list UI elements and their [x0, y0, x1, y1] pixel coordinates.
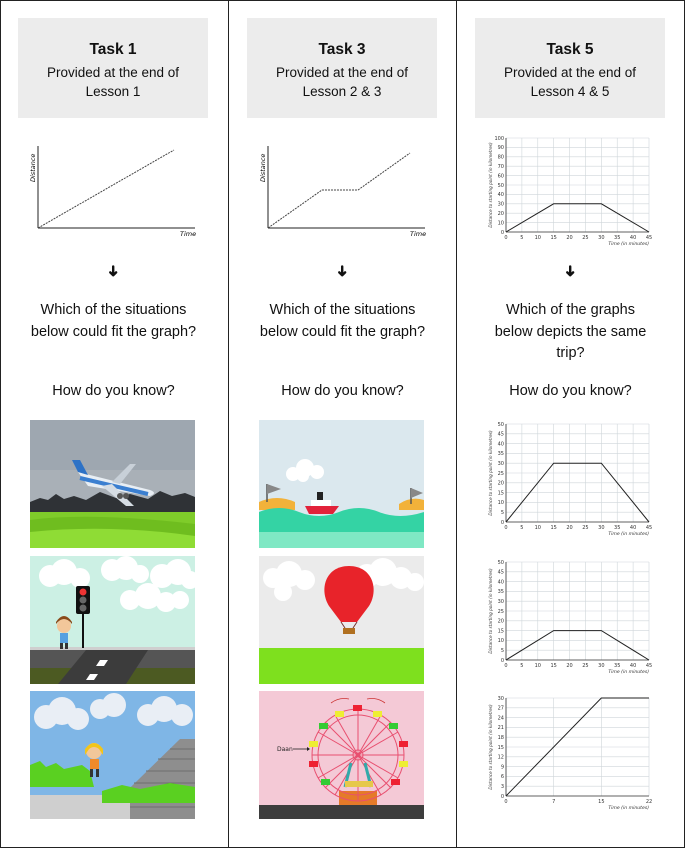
sketch-line	[268, 153, 410, 228]
subtitle-line: Lesson 4 & 5	[530, 84, 610, 99]
question	[229, 300, 456, 343]
y-tick-label: 3	[500, 784, 504, 790]
x-tick-label: 40	[629, 525, 637, 531]
how-do-you-know: How do you know?	[52, 383, 175, 399]
arrow-glyph: ➜	[561, 264, 579, 278]
x-axis-label: Time (in minutes)	[608, 532, 649, 537]
x-tick-label: 30	[598, 663, 605, 669]
subtitle-line: Provided at the end of	[275, 65, 409, 80]
y-axis-label: Distance to starting point (in kilometres)	[488, 142, 493, 228]
y-tick-label: 50	[497, 182, 504, 189]
y-tick-label: 60	[497, 173, 504, 180]
question	[457, 300, 684, 365]
y-tick-label: 50	[497, 559, 504, 566]
y-tick-label: 10	[497, 638, 504, 645]
y-tick-label: 20	[497, 618, 504, 625]
subtitle-line: Provided at the end of	[503, 65, 637, 80]
task-1-column	[0, 0, 227, 848]
y-tick-label: 70	[497, 164, 504, 170]
x-tick-label: 30	[598, 235, 605, 241]
pedestrian-crossing-picture	[30, 556, 195, 684]
y-tick-label: 10	[497, 220, 504, 227]
sketch-xlabel: Time	[410, 230, 427, 238]
x-tick-label: 45	[645, 235, 653, 241]
task-5-header	[475, 18, 665, 118]
x-tick-label: 45	[645, 525, 653, 531]
hot-air-balloon-picture	[259, 556, 424, 684]
y-tick-label: 5	[500, 648, 504, 654]
y-tick-label: 18	[497, 735, 504, 741]
x-tick-label: 25	[582, 663, 589, 669]
x-tick-label: 15	[550, 235, 557, 241]
graph-option-2	[477, 554, 677, 678]
y-tick-label: 25	[497, 608, 504, 615]
x-tick-label: 25	[582, 525, 589, 531]
task-title: Task 3	[318, 41, 366, 58]
y-tick-label: 27	[497, 705, 504, 712]
how-do-you-know: How do you know?	[509, 383, 632, 399]
task-3-column	[228, 0, 456, 848]
graph-option-3	[477, 690, 677, 814]
distance-time-sketch	[260, 140, 430, 240]
task-title: Task 1	[89, 41, 137, 58]
arrow-glyph: ➜	[333, 264, 351, 278]
question-line: trip?	[556, 345, 585, 361]
sketch-xlabel: Time	[180, 230, 197, 238]
down-arrow-icon	[229, 262, 456, 280]
y-tick-label: 40	[497, 579, 504, 586]
y-tick-label: 21	[497, 725, 504, 732]
task-1-header	[18, 18, 208, 118]
series-line	[506, 204, 649, 232]
task-subtitle	[247, 63, 437, 101]
y-tick-label: 45	[497, 569, 504, 576]
series-line	[506, 631, 649, 660]
ferris-wheel-picture	[259, 691, 424, 819]
x-tick-label: 22	[645, 799, 653, 805]
daan-label: Daan	[277, 746, 293, 753]
question-line: Which of the situations	[40, 302, 187, 318]
y-tick-label: 30	[497, 599, 504, 605]
y-tick-label: 0	[500, 229, 504, 236]
y-tick-label: 25	[497, 470, 504, 477]
how-do-you-know: How do you know?	[281, 383, 404, 399]
y-tick-label: 15	[497, 490, 504, 497]
y-axis-label: Distance to starting point (in kilometres)	[488, 568, 493, 654]
y-tick-label: 0	[500, 519, 504, 526]
y-tick-label: 45	[497, 431, 504, 438]
x-tick-label: 10	[534, 663, 541, 669]
x-tick-label: 15	[550, 663, 557, 669]
question	[0, 300, 227, 343]
y-tick-label: 90	[497, 145, 504, 152]
arrow-glyph: ➜	[104, 264, 122, 278]
x-axis-label: Time (in minutes)	[608, 670, 649, 675]
x-tick-label: 40	[629, 663, 637, 669]
y-tick-label: 0	[500, 657, 504, 664]
graph-option-1	[477, 416, 677, 540]
x-tick-label: 0	[504, 799, 508, 805]
question-line: Which of the situations	[269, 302, 416, 318]
y-tick-label: 0	[500, 793, 504, 800]
y-tick-label: 9	[500, 764, 504, 771]
y-tick-label: 20	[497, 480, 504, 487]
distance-time-sketch	[30, 140, 200, 240]
x-tick-label: 20	[566, 663, 573, 669]
sketch-ylabel: Distance	[29, 153, 37, 182]
graph-task	[477, 130, 677, 250]
task-subtitle	[18, 63, 208, 101]
down-arrow-icon	[457, 262, 684, 280]
x-tick-label: 0	[504, 663, 508, 669]
x-tick-label: 5	[520, 525, 524, 531]
task-subtitle	[475, 63, 665, 101]
task-3-header	[247, 18, 437, 118]
x-tick-label: 40	[629, 235, 637, 241]
x-tick-label: 0	[504, 525, 508, 531]
x-tick-label: 7	[552, 799, 556, 805]
y-tick-label: 6	[500, 774, 504, 781]
subtitle-line: Lesson 2 & 3	[302, 84, 382, 99]
stairs-picture	[30, 691, 195, 819]
x-tick-label: 0	[504, 235, 508, 241]
y-tick-label: 100	[494, 135, 504, 142]
x-tick-label: 20	[566, 235, 573, 241]
x-tick-label: 35	[614, 525, 621, 531]
x-axis-label: Time (in minutes)	[608, 242, 649, 247]
y-tick-label: 10	[497, 500, 504, 507]
y-tick-label: 15	[497, 744, 504, 751]
y-tick-label: 5	[500, 510, 504, 516]
subtitle-line: Provided at the end of	[46, 65, 180, 80]
y-tick-label: 30	[497, 695, 504, 702]
x-tick-label: 35	[614, 235, 621, 241]
x-tick-label: 20	[566, 525, 573, 531]
y-tick-label: 35	[497, 451, 504, 458]
y-tick-label: 40	[497, 441, 504, 448]
ferris-wheel-icon	[312, 709, 404, 801]
y-tick-label: 24	[497, 715, 504, 722]
x-tick-label: 45	[645, 663, 653, 669]
question-line: below depicts the same	[494, 323, 647, 340]
x-tick-label: 15	[550, 525, 557, 531]
sketch-ylabel: Distance	[259, 153, 267, 182]
x-tick-label: 15	[598, 799, 605, 805]
y-tick-label: 12	[497, 754, 504, 761]
x-axis-label: Time (in minutes)	[608, 806, 649, 811]
y-tick-label: 20	[497, 211, 504, 217]
question-line: below could fit the graph?	[30, 323, 197, 340]
y-tick-label: 15	[497, 628, 504, 635]
y-tick-label: 80	[497, 154, 504, 161]
x-tick-label: 10	[534, 235, 541, 241]
y-tick-label: 35	[497, 589, 504, 596]
x-tick-label: 30	[598, 525, 605, 531]
y-tick-label: 30	[497, 461, 504, 467]
y-tick-label: 30	[497, 201, 504, 208]
question-line: Which of the graphs	[506, 302, 635, 318]
y-axis-label: Distance to starting point (in kilometres)	[488, 430, 493, 516]
x-tick-label: 10	[534, 525, 541, 531]
y-tick-label: 50	[497, 421, 504, 428]
airplane-picture	[30, 420, 195, 548]
y-axis-label: Distance to starting point (in kilometres)	[488, 704, 493, 790]
subtitle-line: Lesson 1	[85, 84, 141, 99]
x-tick-label: 25	[582, 235, 589, 241]
task-5-column	[456, 0, 684, 848]
x-tick-label: 35	[614, 663, 621, 669]
x-tick-label: 5	[520, 235, 524, 241]
task-title: Task 5	[546, 41, 594, 58]
x-tick-label: 5	[520, 663, 524, 669]
y-tick-label: 40	[497, 192, 504, 199]
question-line: below could fit the graph?	[259, 323, 426, 340]
down-arrow-icon	[0, 262, 227, 280]
sketch-line	[38, 150, 174, 228]
boat-picture	[259, 420, 424, 548]
